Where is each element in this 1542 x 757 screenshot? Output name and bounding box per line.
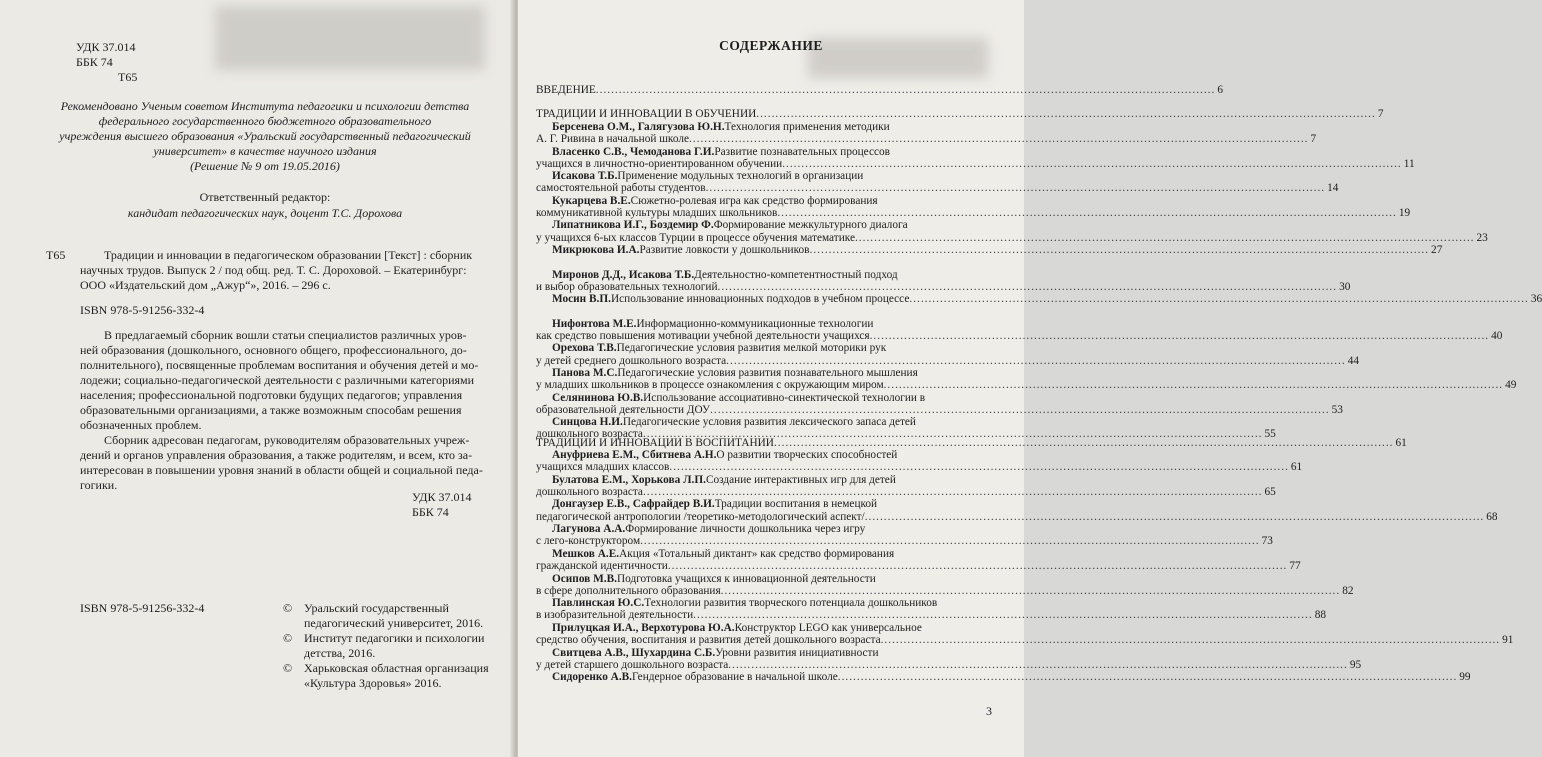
toc-entry-title-line: и выбор образовательных технологий — [536, 280, 718, 293]
toc-leader: .................................................................................................................................................................. — [728, 658, 1348, 671]
toc-entry-title-line: Информационно-коммуникационные технологии — [636, 317, 874, 330]
toc-entry-authors: Прилуцкая И.А., Верхотурова Ю.А. — [552, 621, 735, 634]
toc-entry[interactable] — [536, 293, 1542, 306]
annotation-line: дений и органов управления образования, а также родителям, и всем, кто за- — [80, 448, 473, 462]
toc-entry[interactable] — [536, 671, 1471, 684]
toc-entry-title-line: Конструктор LEGO как универсальное — [734, 621, 922, 634]
toc-entry-authors: Мосин В.П. — [552, 293, 611, 306]
toc-entry-authors: Липатникова И.Г., Боздемир Ф. — [552, 219, 714, 232]
toc-leader: .................................................................................................................................................................. — [642, 485, 1263, 498]
toc-page-number: 61 — [1395, 437, 1407, 449]
toc-page-number: 19 — [1398, 207, 1411, 220]
toc-page-number: 91 — [1502, 634, 1514, 647]
toc-leader: .................................................................................................................................................................. — [909, 293, 1529, 306]
toc-entry[interactable] — [536, 597, 1326, 622]
toc-entry-authors: Власенко С.В., Чемоданова Г.И. — [552, 145, 715, 158]
toc-entry[interactable] — [536, 449, 1303, 474]
toc-leader: .................................................................................................................................................................. — [693, 609, 1313, 622]
toc-entry-authors: Ануфриева Е.М., Сбитнева А.Н. — [552, 449, 717, 461]
toc-entry-authors: Панова М.С. — [552, 367, 618, 379]
toc-entry[interactable] — [536, 547, 1301, 573]
annotation-line: образовательными организациями, а также возможным способам решения — [80, 403, 462, 417]
toc-page-number: 65 — [1264, 485, 1276, 498]
toc-page-number: 55 — [1264, 428, 1276, 441]
toc-entry-title-line: Формирование межкультурного диалога — [713, 219, 908, 232]
toc-entry-title-line: гражданской идентичности — [536, 560, 668, 573]
toc-entry-authors: Осипов М.В. — [552, 572, 617, 585]
toc-leader: .................................................................................................................................................................. — [705, 182, 1326, 195]
toc-entry-authors: Донгаузер Е.В., Сафрайдер В.И. — [552, 498, 715, 511]
toc-leader: .................................................................................................................................................................. — [726, 354, 1346, 367]
toc-entry-title-line: Применение модульных технологий в организации — [617, 170, 864, 183]
toc-entry-title-line: О развитии творческих способностей — [716, 449, 898, 461]
editor-name: кандидат педагогических наук, доцент Т.С. Дорохова — [127, 206, 403, 220]
toc-intro-title: ВВЕДЕНИЕ — [536, 84, 596, 96]
toc-leader: .................................................................................................................................................................. — [640, 535, 1260, 548]
copyright-line: Харьковская областная организация — [304, 661, 489, 675]
toc-leader: .................................................................................................................................................................. — [837, 671, 1458, 684]
toc-leader: .................................................................................................................................................................. — [809, 244, 1430, 256]
toc-entry[interactable] — [536, 219, 1488, 244]
toc-entry-authors: Орехова Т.В. — [552, 342, 617, 355]
toc-entry-title-line: Традиции воспитания в немецкой — [714, 498, 878, 511]
toc-entry-title-line: Технологии развития творческого потенциала дошкольников — [644, 597, 938, 610]
toc-leader: .................................................................................................................................................................. — [756, 108, 1376, 120]
toc-page-number: 23 — [1476, 231, 1488, 244]
toc-section-title: ТРАДИЦИИ И ИННОВАЦИИ В ОБУЧЕНИИ — [536, 108, 757, 120]
isbn-bottom: ISBN 978-5-91256-332-4 — [80, 601, 205, 615]
udk-code: УДК 37.014 — [76, 40, 136, 54]
editor-label: Ответственный редактор: — [199, 190, 331, 204]
toc-entry-authors: Берсенева О.М., Галягузова Ю.Н. — [552, 121, 725, 133]
toc-entry-authors: Булатова Е.М., Хорькова Л.П. — [552, 473, 706, 486]
toc-entry[interactable] — [536, 367, 1517, 392]
recommendation-line: учреждения высшего образования «Уральский государственный педагогический — [59, 129, 471, 143]
toc-entry[interactable] — [536, 342, 1359, 367]
toc-entry-title-line: образовательной деятельности ДОУ — [536, 403, 711, 416]
toc-entry-authors: Мешков А.Е. — [552, 547, 620, 560]
bbk-code-bottom: ББК 74 — [412, 505, 449, 519]
toc-page-number: 88 — [1314, 609, 1326, 622]
toc-leader: .................................................................................................................................................................. — [777, 207, 1397, 220]
toc-entry-title-line: Создание интерактивных игр для детей — [705, 473, 896, 486]
annotation-line: ней образования (дошкольного, основного общего, профессионального, до- — [80, 343, 467, 357]
toc-page-number: 6 — [1217, 84, 1223, 96]
toc-entry-authors: Селянинова Ю.В. — [552, 391, 644, 404]
toc-entry-authors: Миронов Д.Д., Исакова Т.Б. — [552, 268, 695, 281]
toc-page-number: 95 — [1349, 658, 1362, 671]
toc-entry-title-line: учащихся младших классов — [536, 461, 670, 474]
toc-leader: .................................................................................................................................................................. — [883, 379, 1504, 392]
toc-leader: .................................................................................................................................................................. — [688, 133, 1309, 146]
toc-section-title: ТРАДИЦИИ И ИННОВАЦИИ В ВОСПИТАНИИ — [536, 437, 774, 449]
toc-entry-title-line: самостоятельной работы студентов — [536, 182, 706, 195]
toc-entry-title-line: педагогической антропологии /теоретико-методологический аспект/ — [536, 510, 865, 523]
bleed-through-text — [215, 6, 485, 70]
toc-heading: СОДЕРЖАНИЕ — [719, 38, 823, 53]
recommendation-line: Рекомендовано Ученым советом Института педагогики и психологии детства — [60, 99, 470, 113]
toc-entry[interactable] — [536, 646, 1362, 672]
recommendation-line: федерального государственного бюджетного образовательного — [98, 114, 432, 128]
biblio-line: научных трудов. Выпуск 2 / под общ. ред. Т. С. Дороховой. – Екатеринбург: — [80, 263, 467, 277]
toc-page-number: 82 — [1342, 584, 1354, 597]
toc-entry-title-line: с лего-конструктором — [536, 535, 641, 548]
toc-entry-title-line: Деятельностно-компетентностный подход — [694, 268, 898, 281]
toc-entry-title-line: Педагогические условия развития мелкой моторики рук — [616, 342, 887, 355]
toc-entry-authors: Микрюкова И.А. — [552, 244, 640, 256]
toc-page-number: 36 — [1530, 293, 1542, 306]
toc-entry-authors: Нифонтова М.Е. — [552, 317, 637, 330]
copyright-sign: © — [283, 601, 293, 615]
copyright-sign: © — [283, 661, 293, 675]
toc-leader: .................................................................................................................................................................. — [669, 461, 1289, 474]
toc-entry-title-line: Подготовка учащихся к инновационной деятельности — [616, 572, 876, 585]
toc-page-number: 11 — [1403, 157, 1415, 170]
copyright-line: Институт педагогики и психологии — [304, 631, 485, 645]
toc-entry[interactable] — [536, 473, 1276, 499]
toc-leader: .................................................................................................................................................................. — [880, 634, 1501, 647]
bbk-code: ББК 74 — [76, 55, 113, 69]
toc-entry[interactable] — [536, 194, 1411, 220]
toc-entry-title-line: Использование ассоциативно-синектической технологии в — [643, 391, 926, 404]
toc-entry-title-line: как средство повышения мотивации учебной деятельности учащихся — [536, 330, 870, 343]
toc-entry-authors: Лагунова А.А. — [552, 523, 626, 536]
toc-entry[interactable] — [536, 621, 1514, 647]
toc-leader: .................................................................................................................................................................. — [667, 560, 1288, 573]
udk-code-bottom: УДК 37.014 — [412, 490, 472, 504]
toc-entry-title-line: Уровни развития инициативности — [715, 646, 879, 659]
annotation-line: интересован в повышении уровня знаний в области общей и социальной педа- — [80, 463, 483, 477]
toc-leader: .................................................................................................................................................................. — [710, 403, 1330, 416]
toc-entry-title-line: Гендерное образование в начальной школе — [632, 671, 838, 684]
toc-entry-title-line: у младших школьников в процессе ознакомления с окружающим миром — [536, 379, 884, 392]
toc-entry-authors: Синцова Н.И. — [552, 416, 623, 429]
toc-page-number: 7 — [1310, 133, 1317, 146]
biblio-line: ООО «Издательский дом „Ажур“», 2016. – 296 с. — [80, 278, 331, 292]
toc-entry-title-line: Технология применения методики — [724, 121, 890, 133]
toc-entry-title-line: учащихся в личностно-ориентированном обучении — [536, 157, 783, 170]
toc-page-number: 40 — [1491, 330, 1503, 343]
toc-leader: .................................................................................................................................................................. — [773, 437, 1394, 449]
toc-page-number: 7 — [1377, 108, 1384, 120]
biblio-sign: Т65 — [46, 248, 66, 262]
toc-entry-title-line: в сфере дополнительного образования — [536, 584, 721, 597]
toc-page-number: 49 — [1505, 379, 1517, 392]
toc-entry-authors: Павлинская Ю.С. — [552, 597, 645, 610]
annotation-line: населения; профессиональной подготовки будущих педагогов; управления — [80, 388, 463, 402]
toc-entry[interactable] — [536, 145, 1415, 171]
toc-entry-title-line: А. Г. Ривина в начальной школе — [536, 133, 689, 146]
copyright-line: Уральский государственный — [304, 601, 449, 615]
toc-entry-title-line: дошкольного возраста — [536, 428, 643, 441]
toc-entry-title-line: Педагогические условия развития лексического запаса детей — [622, 416, 916, 429]
toc-leader: .................................................................................................................................................................. — [642, 428, 1263, 441]
toc-page-number: 44 — [1347, 354, 1359, 367]
toc-entry-title-line: Развитие познавательных процессов — [714, 145, 890, 158]
toc-entry-title-line: Формирование личности дошкольника через игру — [625, 523, 866, 536]
toc-entry-authors: Сидоренко А.В. — [552, 671, 633, 684]
toc-entry-title-line: у детей среднего дошкольного возраста — [536, 354, 727, 367]
toc-page-number: 14 — [1327, 182, 1339, 195]
toc-entry[interactable] — [536, 268, 1351, 294]
toc-entry[interactable] — [536, 170, 1339, 195]
toc-page-number: 73 — [1261, 535, 1273, 548]
toc-entry-title-line: коммуникативной культуры младших школьников — [536, 207, 778, 220]
toc-page-number: 30 — [1339, 280, 1351, 293]
toc-entry-title-line: Развитие ловкости у дошкольников — [639, 244, 810, 256]
toc-page-number: 27 — [1431, 244, 1443, 256]
toc-entry-title-line: Сюжетно-ролевая игра как средство формирования — [630, 194, 878, 207]
toc-entry-authors: Свитцева А.В., Шухардина С.Б. — [552, 646, 716, 659]
toc-leader: .................................................................................................................................................................. — [854, 231, 1475, 244]
copyright-sign: © — [283, 631, 293, 645]
recommendation-line: (Решение № 9 от 19.05.2016) — [190, 159, 340, 173]
annotation-line: обозначенных проблем. — [80, 418, 202, 432]
table-of-contents — [536, 0, 1542, 757]
toc-entry-title-line: средство обучения, воспитания и развития детей дошкольного возраста — [536, 634, 881, 647]
toc-page-number: 68 — [1486, 510, 1498, 523]
annotation-line: В предлагаемый сборник вошли статьи специалистов различных уров- — [104, 328, 467, 342]
toc-entry[interactable] — [536, 244, 1443, 256]
toc-page-number: 77 — [1289, 560, 1301, 573]
toc-section-upbringing[interactable] — [536, 437, 1407, 449]
toc-leader: .................................................................................................................................................................. — [869, 330, 1490, 343]
toc-entry-authors: Кукарцева В.Е. — [552, 194, 631, 207]
toc-section-learning[interactable] — [536, 108, 1384, 120]
toc-entry-title-line: у детей старшего дошкольного возраста — [536, 658, 729, 671]
toc-entry[interactable] — [536, 121, 1317, 146]
biblio-line: Традиции и инновации в педагогическом образовании [Текст] : сборник — [104, 248, 473, 262]
toc-leader: .................................................................................................................................................................. — [595, 84, 1216, 96]
page-number: 3 — [986, 704, 992, 718]
toc-leader: .................................................................................................................................................................. — [782, 157, 1402, 170]
annotation-line: гогики. — [80, 478, 118, 492]
annotation-line: полнительного), посвященные проблемам воспитания и обучения детей и мо- — [80, 358, 479, 372]
toc-entry[interactable] — [536, 523, 1273, 548]
toc-entry-title-line: Акция «Тотальный диктант» как средство формирования — [619, 547, 895, 560]
toc-entry-title-line: у учащихся 6-ых классов Турции в процессе обучения математике — [536, 231, 855, 244]
recommendation-line: университет» в качестве научного издания — [153, 144, 377, 158]
toc-entry-title-line: Педагогические условия развития познавательного мышления — [617, 367, 918, 379]
copyright-line: детства, 2016. — [304, 646, 376, 660]
toc-leader: .................................................................................................................................................................. — [717, 280, 1338, 293]
annotation-line: лодежи; социально-педагогической деятельности с различными категориями — [80, 373, 475, 387]
isbn: ISBN 978-5-91256-332-4 — [80, 303, 205, 317]
toc-entry[interactable] — [536, 317, 1503, 343]
toc-page-number: 99 — [1459, 671, 1471, 684]
toc-entry-title-line: Использование инновационных подходов в учебном процессе — [611, 293, 910, 306]
author-sign: Т65 — [118, 70, 138, 84]
toc-entry[interactable] — [536, 498, 1498, 523]
toc-page-number: 61 — [1290, 461, 1303, 474]
toc-intro[interactable] — [536, 84, 1223, 96]
annotation-line: Сборник адресован педагогам, руководителям образовательных учреж- — [104, 433, 470, 447]
toc-leader: .................................................................................................................................................................. — [864, 510, 1485, 523]
toc-leader: .................................................................................................................................................................. — [720, 584, 1341, 597]
toc-entry-authors: Исакова Т.Б. — [552, 170, 618, 183]
toc-entry-title-line: дошкольного возраста — [536, 485, 643, 498]
toc-entry-title-line: в изобразительной деятельности — [536, 609, 694, 622]
toc-page-number: 53 — [1331, 403, 1343, 416]
copyright-line: «Культура Здоровья» 2016. — [304, 676, 442, 690]
toc-entry[interactable] — [536, 391, 1343, 417]
toc-entry[interactable] — [536, 572, 1354, 598]
left-page — [0, 0, 516, 757]
copyright-line: педагогический университет, 2016. — [304, 616, 484, 630]
